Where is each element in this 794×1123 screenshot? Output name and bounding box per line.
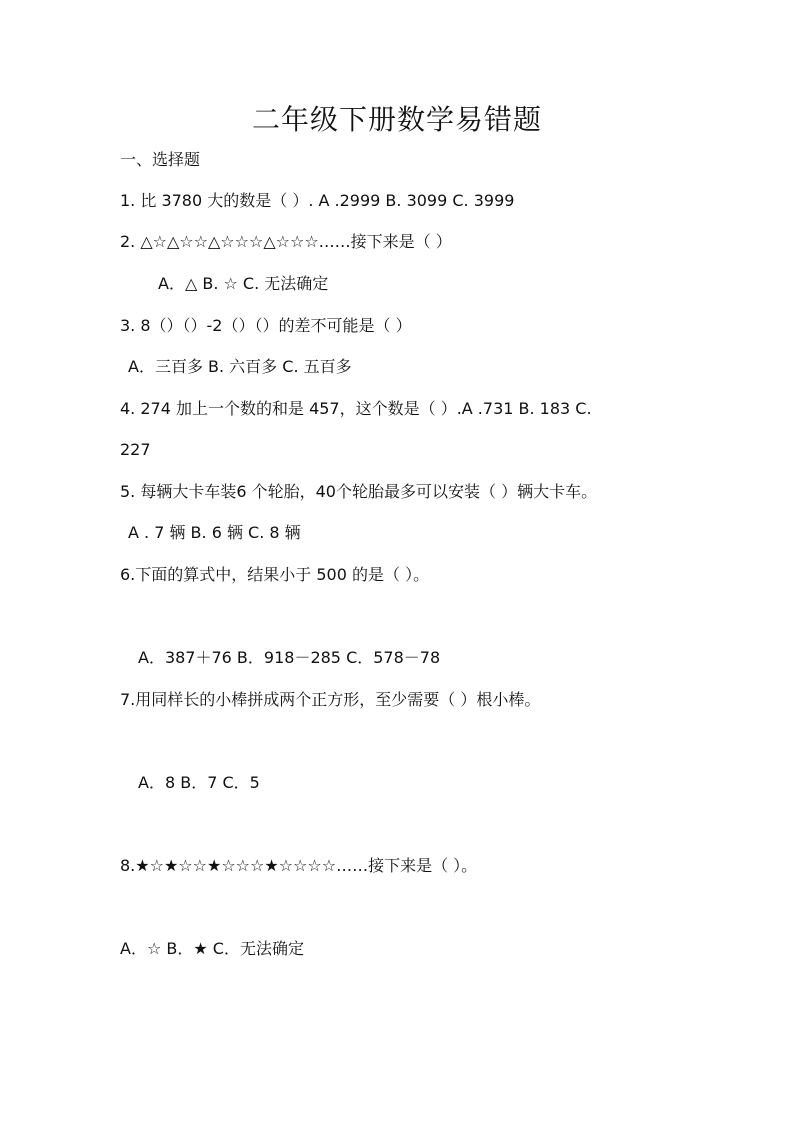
question-5-options: A . 7 辆 B. 6 辆 C. 8 辆 <box>128 523 301 542</box>
question-8: 8.★☆★☆☆★☆☆☆★☆☆☆☆……接下来是（ ）。 <box>120 856 478 875</box>
question-8-options: A．☆ B．★ C．无法确定 <box>120 939 304 958</box>
section-heading: 一、选择题 <box>120 150 201 169</box>
question-2: 2. △☆△☆☆△☆☆☆△☆☆☆……接下来是（ ） <box>120 232 452 251</box>
question-1: 1. 比 3780 大的数是（ ）. A .2999 B. 3099 C. 3999 <box>120 191 515 210</box>
question-3: 3. 8（）（）-2（）（）的差不可能是（ ） <box>120 316 412 335</box>
question-6: 6.下面的算式中，结果小于 500 的是（ ）。 <box>120 565 430 584</box>
question-5: 5. 每辆大卡车装6 个轮胎，40个轮胎最多可以安装（ ）辆大卡车。 <box>120 482 598 501</box>
question-4: 4. 274 加上一个数的和是 457，这个数是（ ）.A .731 B. 183 C. <box>120 399 592 418</box>
question-7: 7.用同样长的小棒拼成两个正方形，至少需要（ ）根小棒。 <box>120 690 541 709</box>
question-7-options: A．8 B．7 C．5 <box>138 773 260 792</box>
question-4-continuation: 227 <box>120 440 151 459</box>
question-3-options: A．三百多 B. 六百多 C. 五百多 <box>128 357 352 376</box>
question-2-options: A．△ B. ☆ C. 无法确定 <box>158 274 329 293</box>
page-title: 二年级下册数学易错题 <box>251 103 542 136</box>
question-6-options: A．387＋76 B．918－285 C．578－78 <box>138 648 441 667</box>
